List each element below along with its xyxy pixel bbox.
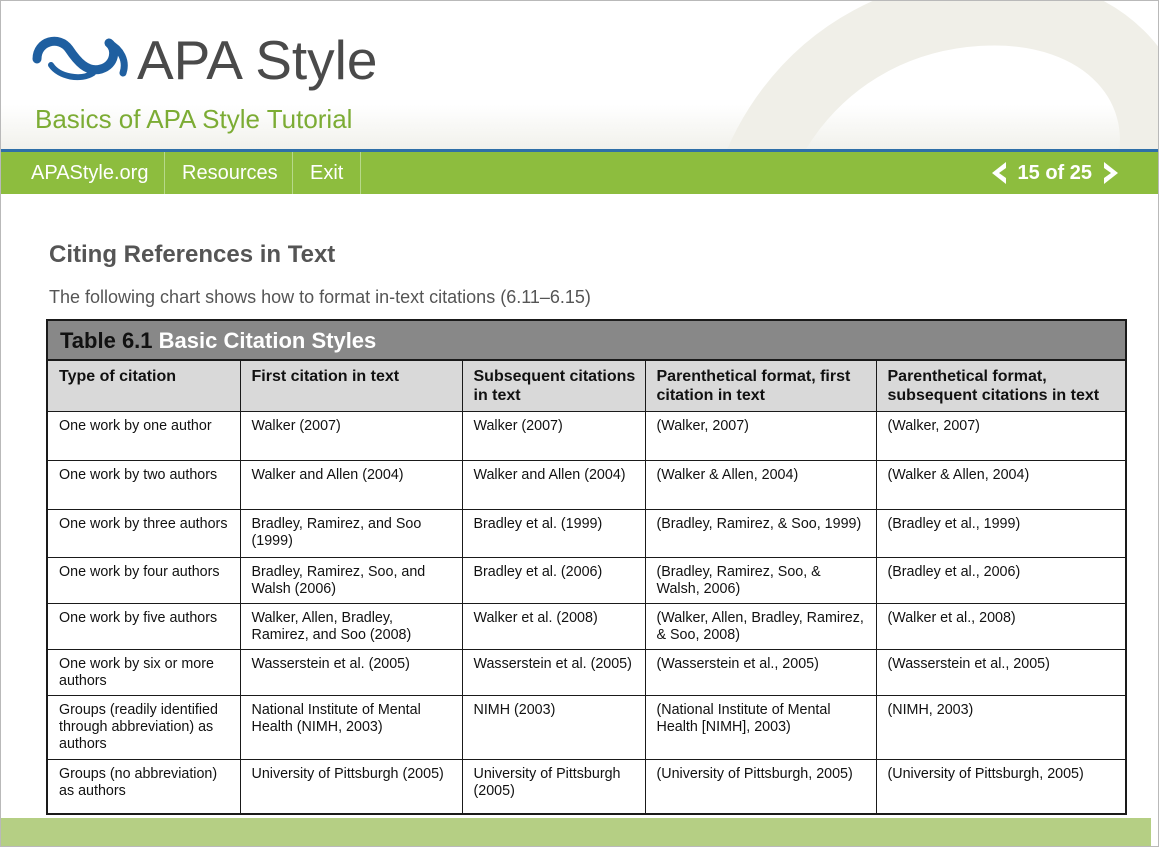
column-header: First citation in text	[240, 361, 462, 411]
table-cell: NIMH (2003)	[462, 695, 645, 759]
tutorial-subtitle: Basics of APA Style Tutorial	[35, 104, 353, 134]
table-cell: Walker (2007)	[462, 411, 645, 460]
table-cell: (NIMH, 2003)	[876, 695, 1125, 759]
table-cell: (Wasserstein et al., 2005)	[876, 649, 1125, 695]
table-cell: Bradley et al. (1999)	[462, 509, 645, 557]
brand-name: APA Style	[137, 29, 378, 91]
table-cell: One work by two authors	[48, 460, 240, 509]
nav-exit-link[interactable]: Exit	[293, 152, 361, 194]
table-cell: Bradley, Ramirez, Soo, and Walsh (2006)	[240, 557, 462, 603]
table-cell: (University of Pittsburgh, 2005)	[645, 759, 876, 813]
table-cell: One work by five authors	[48, 603, 240, 649]
page-navigator	[988, 152, 1122, 194]
table-cell: (Walker & Allen, 2004)	[876, 460, 1125, 509]
table-cell: One work by three authors	[48, 509, 240, 557]
chevron-left-icon[interactable]	[988, 160, 1010, 186]
nav-apastyle-link[interactable]: APAStyle.org	[14, 152, 165, 194]
table-row	[48, 509, 1125, 557]
table-row	[48, 695, 1125, 759]
table-cell: Bradley, Ramirez, and Soo (1999)	[240, 509, 462, 557]
top-navbar	[1, 152, 1158, 194]
table-cell: One work by four authors	[48, 557, 240, 603]
table-cell: (Walker, Allen, Bradley, Ramirez, & Soo, 2008)	[645, 603, 876, 649]
citation-styles-table	[48, 361, 1125, 813]
table-cell: University of Pittsburgh (2005)	[240, 759, 462, 813]
header	[1, 1, 1158, 149]
table-cell: Groups (readily identified through abbreviation) as authors	[48, 695, 240, 759]
column-header: Subsequent citations in text	[462, 361, 645, 411]
table-header-row	[48, 361, 1125, 411]
table-cell: Walker, Allen, Bradley, Ramirez, and Soo (2008)	[240, 603, 462, 649]
table-row	[48, 557, 1125, 603]
table-cell: (Bradley, Ramirez, & Soo, 1999)	[645, 509, 876, 557]
table-cell: Wasserstein et al. (2005)	[240, 649, 462, 695]
table-cell: (Bradley, Ramirez, Soo, & Walsh, 2006)	[645, 557, 876, 603]
table-row	[48, 649, 1125, 695]
table-cell: Walker (2007)	[240, 411, 462, 460]
table-cell: (Walker, 2007)	[876, 411, 1125, 460]
table-cell: (Bradley et al., 1999)	[876, 509, 1125, 557]
apa-wave-logo-icon	[31, 29, 131, 85]
footer-bar	[1, 818, 1151, 847]
table-caption	[48, 321, 1125, 361]
table-cell: One work by one author	[48, 411, 240, 460]
table-cell: Walker and Allen (2004)	[462, 460, 645, 509]
nav-resources-link[interactable]: Resources	[165, 152, 293, 194]
table-cell: (University of Pittsburgh, 2005)	[876, 759, 1125, 813]
table-cell: (Wasserstein et al., 2005)	[645, 649, 876, 695]
table-cell: (Walker & Allen, 2004)	[645, 460, 876, 509]
table-row	[48, 411, 1125, 460]
table-cell: Groups (no abbreviation) as authors	[48, 759, 240, 813]
table-cell: Wasserstein et al. (2005)	[462, 649, 645, 695]
page-title: Citing References in Text	[49, 241, 336, 268]
table-row	[48, 603, 1125, 649]
table-cell: University of Pittsburgh (2005)	[462, 759, 645, 813]
table-caption-title: Basic Citation Styles	[158, 328, 377, 353]
citation-table	[46, 319, 1127, 815]
page-intro: The following chart shows how to format in-text citations (6.11–6.15)	[49, 287, 591, 307]
background-swirl-decoration	[678, 1, 1158, 149]
table-row	[48, 460, 1125, 509]
table-cell: Walker and Allen (2004)	[240, 460, 462, 509]
column-header: Parenthetical format, first citation in text	[645, 361, 876, 411]
table-cell: One work by six or more authors	[48, 649, 240, 695]
table-cell: Walker et al. (2008)	[462, 603, 645, 649]
table-cell: (Bradley et al., 2006)	[876, 557, 1125, 603]
table-cell: (National Institute of Mental Health [NIMH], 2003)	[645, 695, 876, 759]
column-header: Parenthetical format, subsequent citations in text	[876, 361, 1125, 411]
page-counter: 15 of 25	[1017, 161, 1092, 184]
column-header: Type of citation	[48, 361, 240, 411]
table-row	[48, 759, 1125, 813]
chevron-right-icon[interactable]	[1100, 160, 1122, 186]
table-cell: (Walker, 2007)	[645, 411, 876, 460]
table-cell: (Walker et al., 2008)	[876, 603, 1125, 649]
table-cell: National Institute of Mental Health (NIMH, 2003)	[240, 695, 462, 759]
table-cell: Bradley et al. (2006)	[462, 557, 645, 603]
table-caption-number: Table 6.1	[60, 328, 153, 353]
